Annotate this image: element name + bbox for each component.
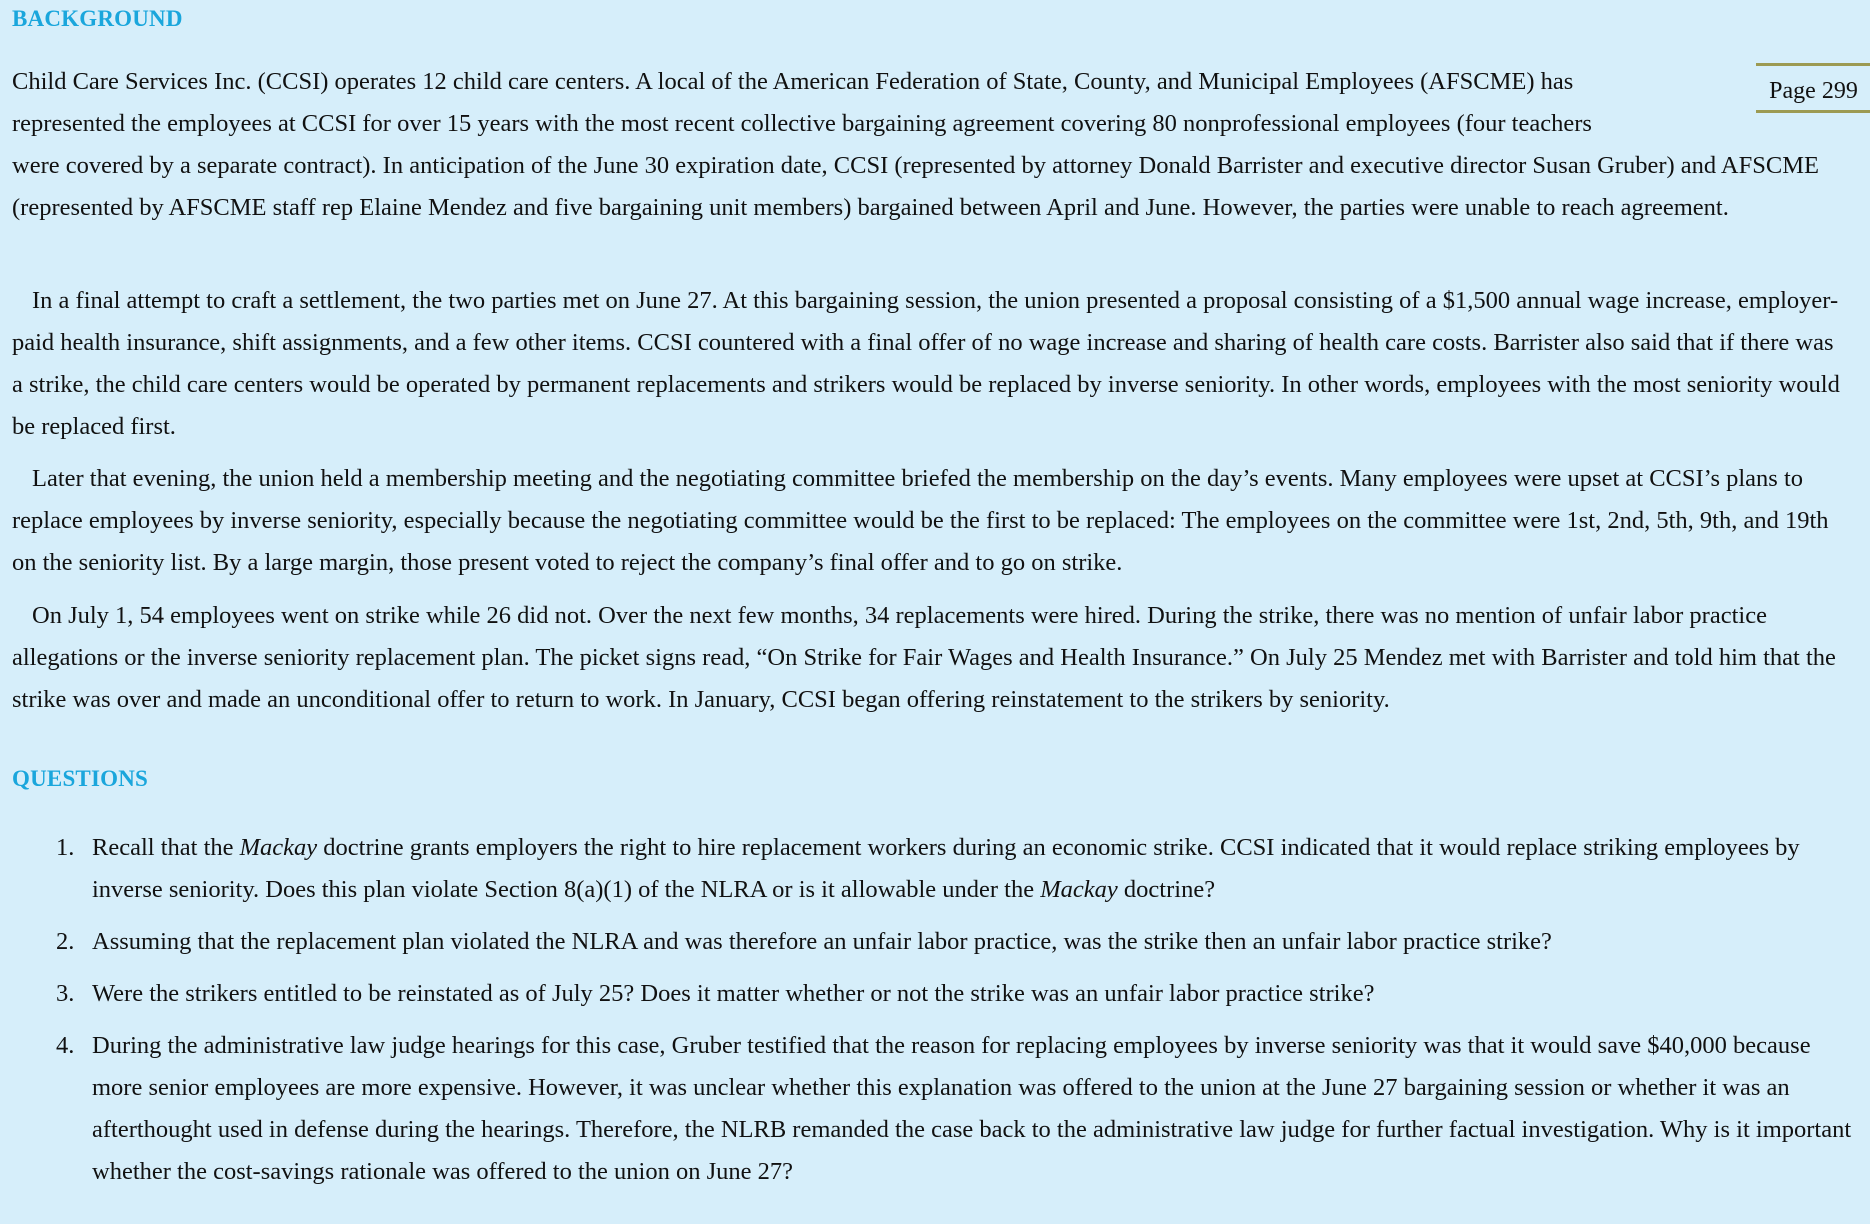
question-text: Were the strikers entitled to be reinstated as of July 25? Does it matter whether or not the strike was an unfair labor practice strike? [92,980,1375,1007]
paragraph-1-line-2: represented the employees at CCSI for over 15 years with the most recent collective bargaining agreement covering 80 nonprofessional employees (four teachers [12,110,1592,137]
question-item [12,827,1852,911]
case-name-mackay: Mackay [239,834,318,861]
questions-list [12,827,1852,1203]
question-number: 4. [56,1032,75,1059]
question-text [92,834,1800,903]
question-text-part: doctrine grants employers the right to hire replacement workers during an economic strike. CCSI indicated that it would replace striking employees by inverse seniority. Does this plan violate Section 8(a)(1) of the NLRA or is it allowable under the [92,834,1800,903]
question-number: 3. [56,980,75,1007]
question-text-part: doctrine? [1117,876,1216,903]
questions-heading: QUESTIONS [12,766,149,791]
question-item [12,921,1852,963]
paragraph-1-line-1: Child Care Services Inc. (CCSI) operates 12 child care centers. A local of the American Federation of State, County, and Municipal Employees (AFSCME) has [12,68,1574,95]
background-paragraph-4: On July 1, 54 employees went on strike while 26 did not. Over the next few months, 34 replacements were hired. During the strike, there was no mention of unfair labor practice allegations or the inverse seniority replacement plan. The picket signs read, “On Strike for Fair Wages and Health Insurance.” On July 25 Mendez met with Barrister and told him that the strike was over and made an unconditional offer to return to work. In January, CCSI began offering reinstatement to the strikers by seniority. [12,602,1836,713]
case-name-mackay: Mackay [1040,876,1118,903]
question-text: Assuming that the replacement plan violated the NLRA and was therefore an unfair labor practice, was the strike then an unfair labor practice strike? [92,928,1552,955]
background-paragraph-2: In a final attempt to craft a settlement, the two parties met on June 27. At this bargaining session, the union presented a proposal consisting of a $1,500 annual wage increase, employer-paid health insurance, shift assignments, and a few other items. CCSI countered with a final offer of no wage increase and sharing of health care costs. Barrister also said that if there was a strike, the child care centers would be operated by permanent replacements and strikers would be replaced by inverse seniority. In other words, employees with the most seniority would be replaced first. [12,287,1840,440]
question-text: During the administrative law judge hearings for this case, Gruber testified that the reason for replacing employees by inverse seniority was that it would save $40,000 because more senior employees are more expensive. However, it was unclear whether this explanation was offered to the union at the June 27 bargaining session or whether it was an afterthought used in defense during the hearings. Therefore, the NLRB remanded the case back to the administrative law judge for further factual investigation. Why is it important whether the cost-savings rationale was offered to the union on June 27? [92,1032,1852,1185]
background-paragraph-3: Later that evening, the union held a membership meeting and the negotiating committee briefed the membership on the day’s events. Many employees were upset at CCSI’s plans to replace employees by inverse seniority, especially because the negotiating committee would be the first to be replaced: The employees on the committee were 1st, 2nd, 5th, 9th, and 19th on the seniority list. By a large margin, those present voted to reject the company’s final offer and to go on strike. [12,465,1829,576]
question-number: 1. [56,834,75,861]
question-item [12,973,1852,1015]
paragraph-1-rest: were covered by a separate contract). In anticipation of the June 30 expiration date, CCSI (represented by attorney Donald Barrister and executive director Susan Gruber) and AFSCME (represented by AFSCME staff rep Elaine Mendez and five bargaining unit members) bargained between April and June. However, the parties were unable to reach agreement. [12,152,1819,221]
question-text-part: Recall that the [92,834,240,861]
background-heading: BACKGROUND [12,6,183,31]
question-item [12,1025,1852,1193]
question-number: 2. [56,928,75,955]
page-number-tag: Page 299 [1756,63,1870,113]
